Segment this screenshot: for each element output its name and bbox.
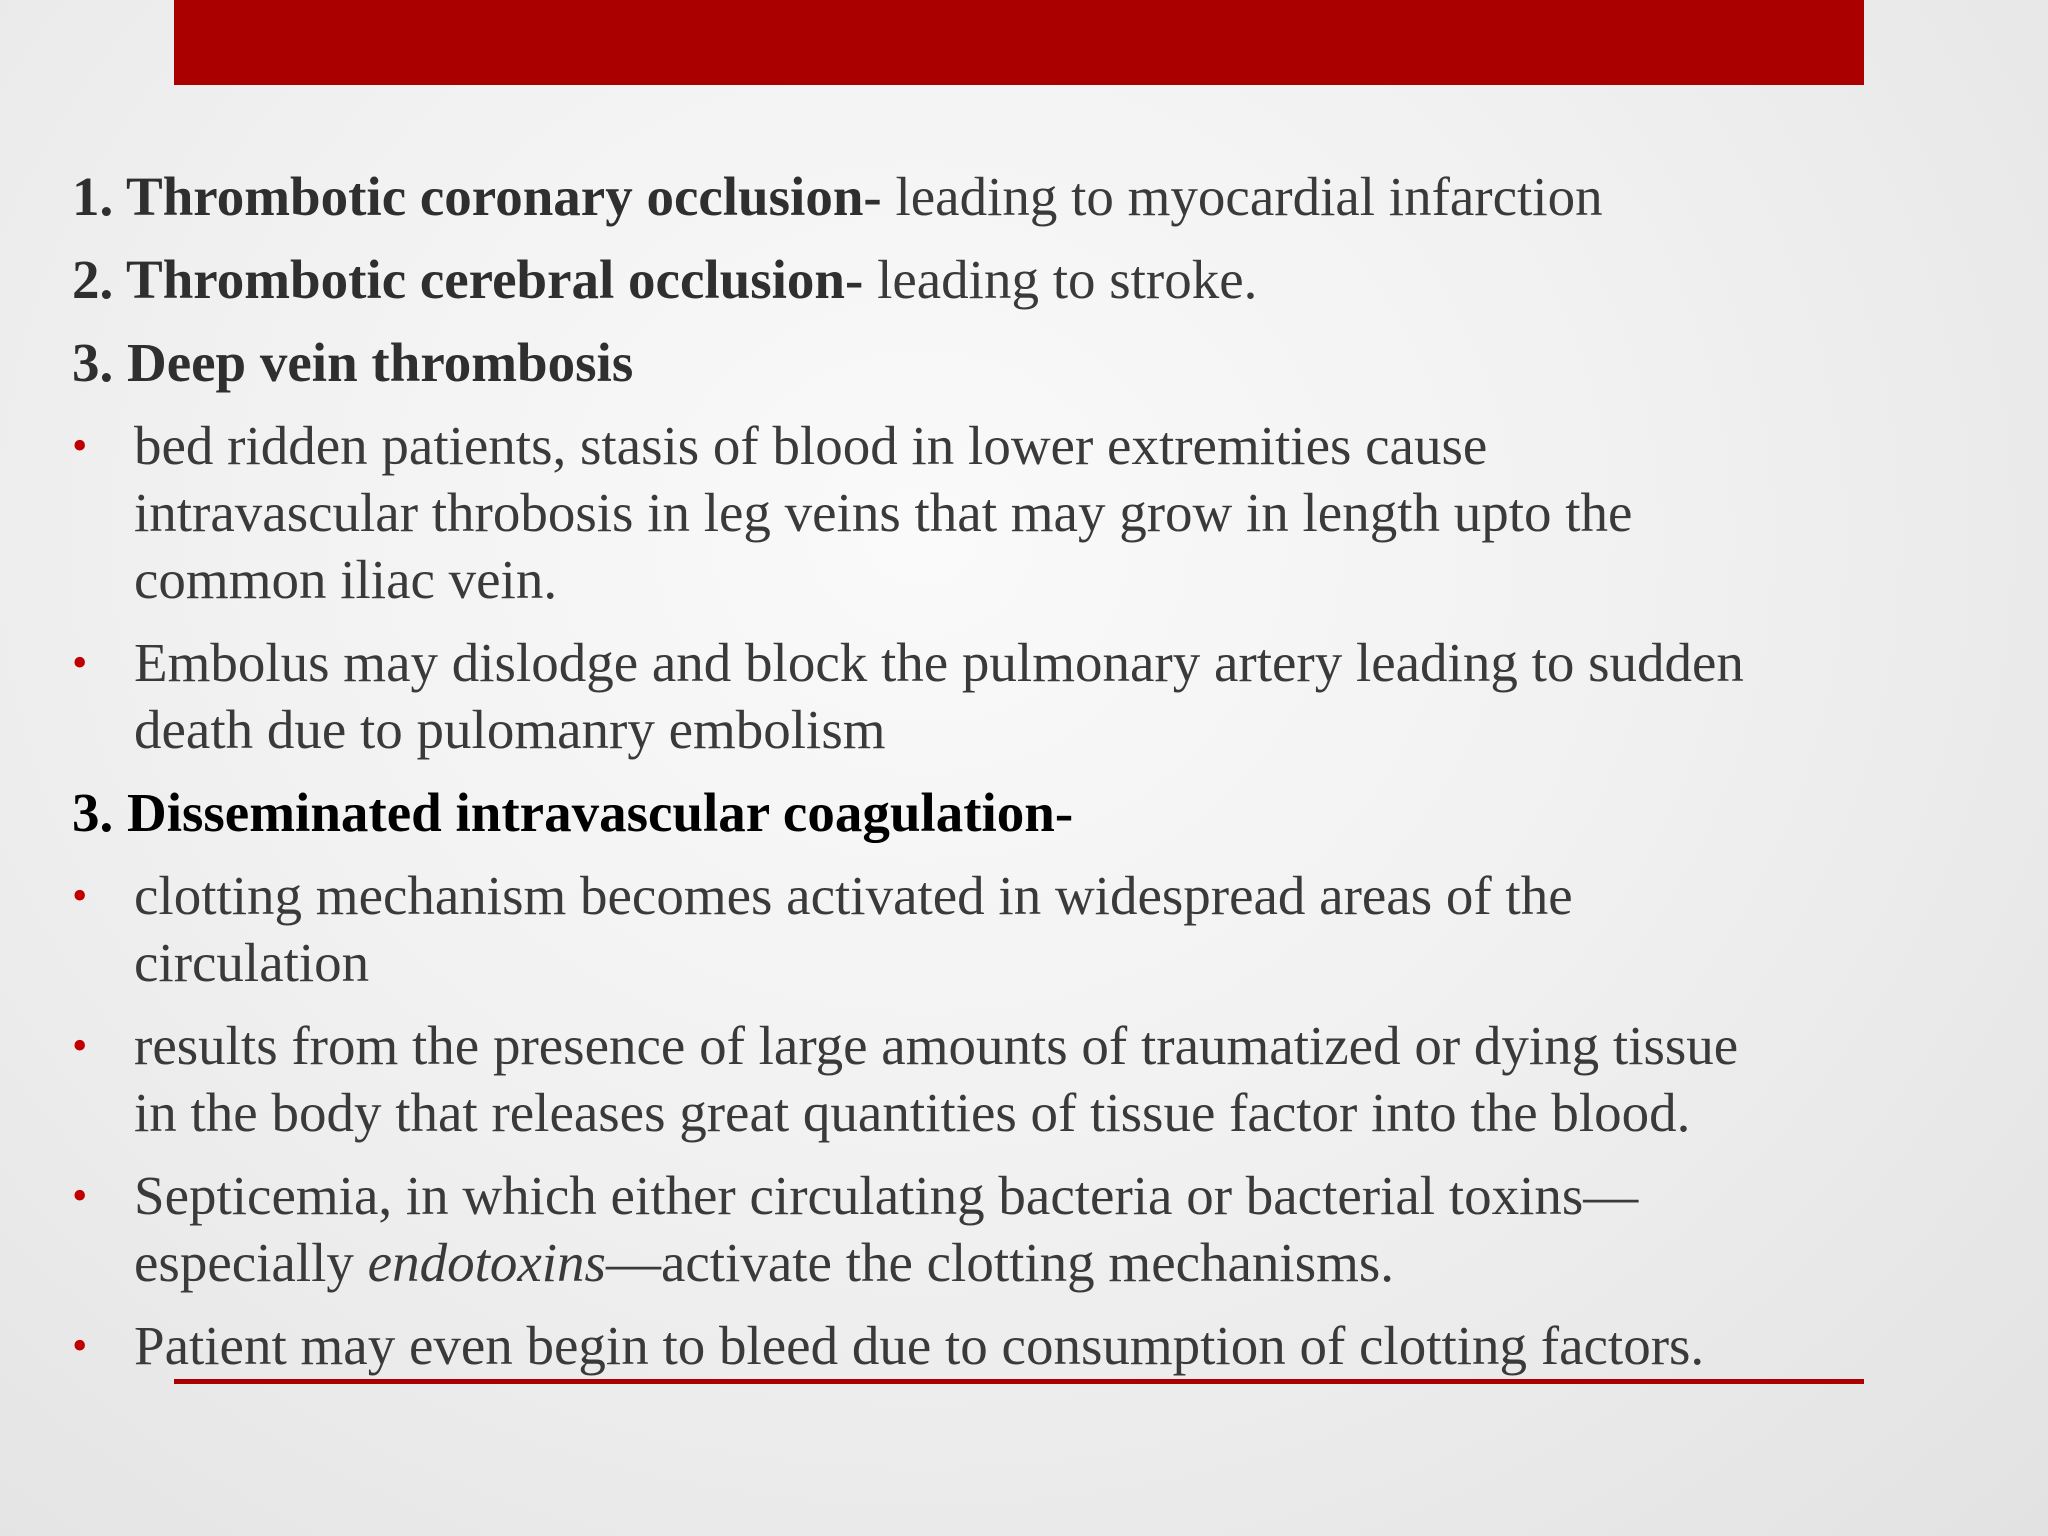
heading-bold-text: 3. Disseminated intravascular coagulation- — [72, 782, 1074, 843]
bullet-italic-text: endotoxins — [367, 1232, 606, 1293]
bullet-line: bed ridden patients, stasis of blood in lower extremities cause — [134, 415, 1488, 476]
bullet-bed-ridden-patients — [72, 412, 1972, 613]
bullet-dot-icon: • — [72, 1021, 88, 1070]
heading-bold-text: 3. Deep vein thrombosis — [72, 332, 634, 393]
bullet-line: Septicemia, in which either circulating bacteria or bacterial toxins— — [134, 1165, 1639, 1226]
bullet-line: intravascular throbosis in leg veins that may grow in length upto the — [134, 482, 1633, 543]
bullet-text: especially — [134, 1232, 368, 1293]
heading-thrombotic-coronary-occlusion — [72, 163, 1972, 230]
bullet-line: Embolus may dislodge and block the pulmonary artery leading to sudden — [134, 632, 1744, 693]
bullet-line: results from the presence of large amounts of traumatized or dying tissue — [134, 1015, 1739, 1076]
bullet-dot-icon: • — [72, 421, 88, 470]
slide-content — [72, 163, 1972, 1395]
heading-bold-text: 2. Thrombotic cerebral occlusion- — [72, 249, 864, 310]
bullet-dot-icon: • — [72, 638, 88, 687]
bullet-dot-icon: • — [72, 1321, 88, 1370]
bullet-embolus — [72, 629, 1972, 763]
heading-rest-text: leading to myocardial infarction — [881, 166, 1603, 227]
bullet-line: in the body that releases great quantities of tissue factor into the blood. — [134, 1082, 1691, 1143]
heading-bold-text: 1. Thrombotic coronary occlusion- — [72, 166, 882, 227]
bullet-line: common iliac vein. — [134, 549, 558, 610]
bullet-line: circulation — [134, 932, 370, 993]
bullet-clotting-mechanism — [72, 862, 1972, 996]
bullet-traumatized-tissue — [72, 1012, 1972, 1146]
bullet-text: —activate the clotting mechanisms. — [605, 1232, 1395, 1293]
heading-deep-vein-thrombosis — [72, 329, 1972, 396]
heading-thrombotic-cerebral-occlusion — [72, 246, 1972, 313]
bullet-line: clotting mechanism becomes activated in widespread areas of the — [134, 865, 1573, 926]
bullet-line: death due to pulomanry embolism — [134, 699, 886, 760]
bullet-dot-icon: • — [72, 871, 88, 920]
bottom-accent-rule — [174, 1379, 1864, 1384]
bullet-dot-icon: • — [72, 1171, 88, 1220]
heading-disseminated-intravascular-coagulation — [72, 779, 1972, 846]
bullet-septicemia — [72, 1162, 1972, 1296]
top-accent-bar — [174, 0, 1864, 85]
heading-rest-text: leading to stroke. — [863, 249, 1258, 310]
bullet-patient-bleed — [72, 1312, 1972, 1379]
bullet-line — [134, 1229, 1972, 1296]
bullet-line: Patient may even begin to bleed due to consumption of clotting factors. — [134, 1315, 1705, 1376]
